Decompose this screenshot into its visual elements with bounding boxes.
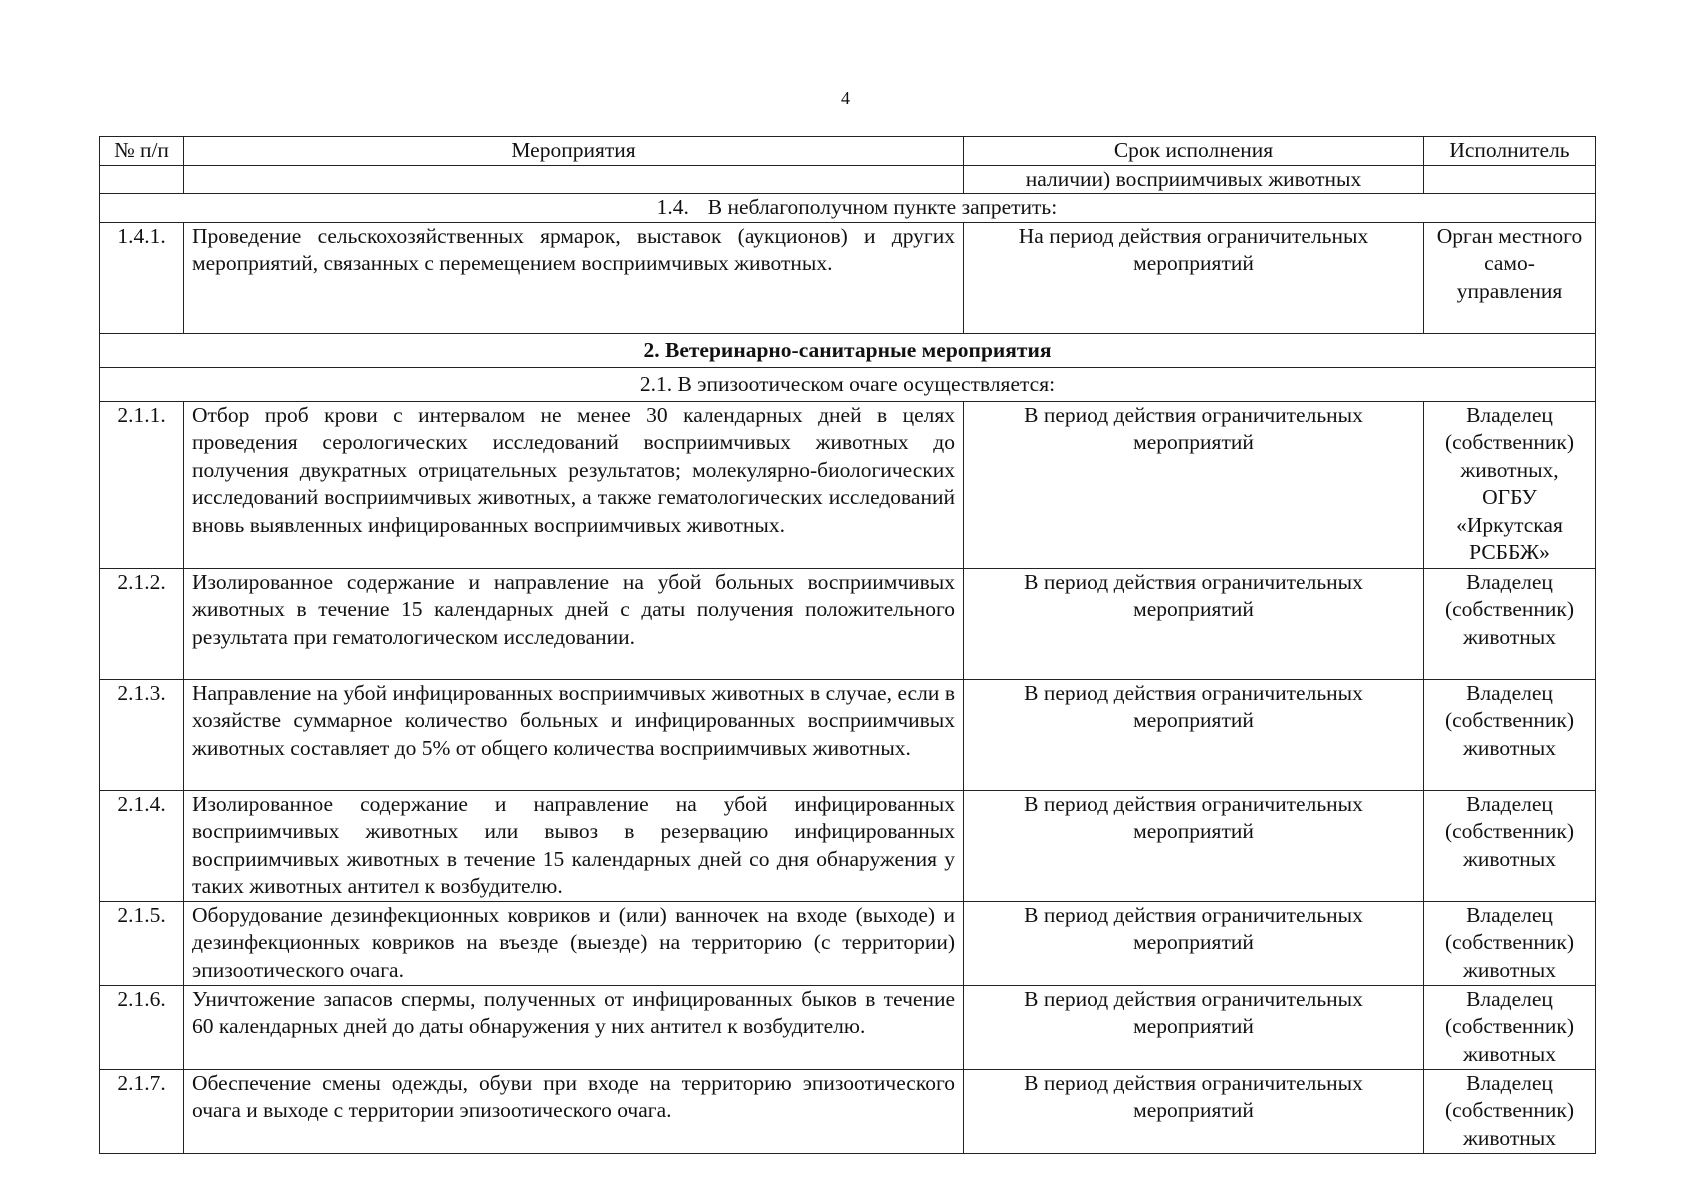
row-executor: Владелец (собственник) животных xyxy=(1424,1069,1596,1153)
row-activity: Уничтожение запасов спермы, полученных от инфицированных быков в течение 60 календарных дней до даты обнаружения у них антител к возбудителю. xyxy=(184,985,964,1069)
section-2-1-heading: 2.1. В эпизоотическом очаге осуществляется: xyxy=(100,367,1596,401)
row-num: 2.1.2. xyxy=(100,568,184,679)
table-row xyxy=(100,568,1596,679)
row-executor: Владелец (собственник) животных xyxy=(1424,790,1596,901)
table-row xyxy=(100,401,1596,568)
row-term: В период действия ограничительных мероприятий xyxy=(964,568,1424,679)
row-num: 1.4.1. xyxy=(100,222,184,333)
continuation-term: наличии) восприимчивых животных xyxy=(964,165,1424,194)
page-number: 4 xyxy=(841,88,850,108)
row-term: На период действия ограничительных мероприятий xyxy=(964,222,1424,333)
continuation-activity xyxy=(184,165,964,194)
continuation-executor xyxy=(1424,165,1596,194)
table-row xyxy=(100,985,1596,1069)
row-activity: Изолированное содержание и направление на убой инфицированных восприимчивых животных или вывоз в резервацию инфицированных восприимчивых животных в течение 15 календарных дней со дня обнаружения у таких животных антител к возбудителю. xyxy=(184,790,964,901)
row-term: В период действия ограничительных мероприятий xyxy=(964,985,1424,1069)
row-executor: Владелец (собственник) животных xyxy=(1424,568,1596,679)
section-1-4-title: В неблагополучном пункте запретить: xyxy=(707,195,1058,219)
header-term: Срок исполнения xyxy=(964,137,1424,166)
row-executor: Владелец (собственник) животных xyxy=(1424,985,1596,1069)
header-activity: Мероприятия xyxy=(184,137,964,166)
row-activity: Обеспечение смены одежды, обуви при входе на территорию эпизоотического очага и выходе с территории эпизоотического очага. xyxy=(184,1069,964,1153)
row-num: 2.1.1. xyxy=(100,401,184,568)
row-num: 2.1.4. xyxy=(100,790,184,901)
row-num: 2.1.6. xyxy=(100,985,184,1069)
table-row xyxy=(100,1069,1596,1153)
section-2-heading: 2. Ветеринарно-санитарные мероприятия xyxy=(100,333,1596,367)
table-row xyxy=(100,222,1596,333)
header-num: № п/п xyxy=(100,137,184,166)
section-2-row xyxy=(100,333,1596,367)
row-activity: Оборудование дезинфекционных ковриков и (или) ванночек на входе (выходе) и дезинфекционных ковриков на въезде (выезде) на территорию (с территории) эпизоотического очага. xyxy=(184,901,964,985)
section-1-4-row xyxy=(100,194,1596,223)
section-1-4-heading xyxy=(100,194,1596,223)
row-activity: Отбор проб крови с интервалом не менее 30 календарных дней в целях проведения серологических исследований восприимчивых животных до получения двукратных отрицательных результатов; молекулярно-биологических исследований восприимчивых животных, а также гематологических исследований вновь выявленных инфицированных восприимчивых животных. xyxy=(184,401,964,568)
section-2-1-row xyxy=(100,367,1596,401)
continuation-num xyxy=(100,165,184,194)
row-num: 2.1.7. xyxy=(100,1069,184,1153)
row-term: В период действия ограничительных мероприятий xyxy=(964,901,1424,985)
row-term: В период действия ограничительных мероприятий xyxy=(964,679,1424,790)
row-num: 2.1.5. xyxy=(100,901,184,985)
section-1-4-num: 1.4. xyxy=(656,195,689,219)
continuation-row xyxy=(100,165,1596,194)
row-executor: Орган местного само-управления xyxy=(1424,222,1596,333)
row-executor: Владелец (собственник) животных xyxy=(1424,679,1596,790)
table-header-row xyxy=(100,137,1596,166)
row-activity: Проведение сельскохозяйственных ярмарок, выставок (аукционов) и других мероприятий, связанных с перемещением восприимчивых животных. xyxy=(184,222,964,333)
row-num: 2.1.3. xyxy=(100,679,184,790)
table-row xyxy=(100,790,1596,901)
row-activity: Изолированное содержание и направление на убой больных восприимчивых животных в течение 15 календарных дней с даты получения положительного результата при гематологическом исследовании. xyxy=(184,568,964,679)
row-term: В период действия ограничительных мероприятий xyxy=(964,790,1424,901)
row-executor: Владелец (собственник) животных xyxy=(1424,901,1596,985)
header-executor: Исполнитель xyxy=(1424,137,1596,166)
measures-table xyxy=(99,136,1596,1154)
row-executor: Владелец (собственник) животных, ОГБУ «Иркутская РСББЖ» xyxy=(1424,401,1596,568)
row-term: В период действия ограничительных мероприятий xyxy=(964,401,1424,568)
table-row xyxy=(100,901,1596,985)
row-activity: Направление на убой инфицированных восприимчивых животных в случае, если в хозяйстве суммарное количество больных и инфицированных восприимчивых животных составляет до 5% от общего количества восприимчивых животных. xyxy=(184,679,964,790)
table-row xyxy=(100,679,1596,790)
row-term: В период действия ограничительных мероприятий xyxy=(964,1069,1424,1153)
